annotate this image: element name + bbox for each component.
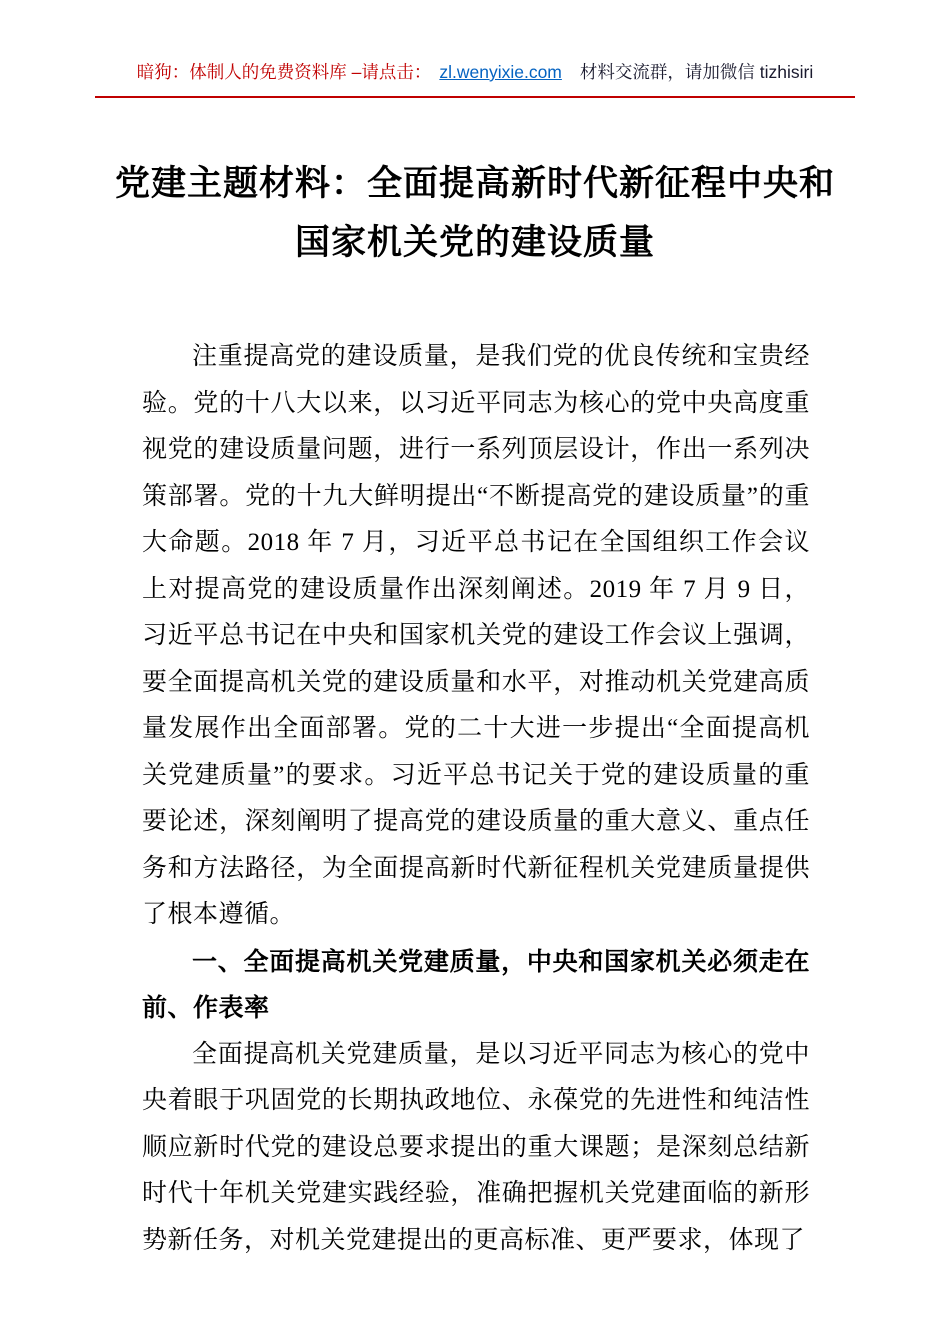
header-divider-rule (95, 96, 855, 98)
promo-notice-text: 暗狗：体制人的免费资料库 –请点击： (136, 62, 432, 82)
document-title: 党建主题材料：全面提高新时代新征程中央和国家机关党的建设质量 (115, 164, 836, 262)
section-heading-one: 一、全面提高机关党建质量，中央和国家机关必须走在前、作表率 (142, 947, 810, 1022)
promo-header (0, 0, 950, 84)
promo-group-text: 材料交流群，请加微信 tizhisiri (579, 62, 814, 82)
paragraph-intro: 注重提高党的建设质量，是我们党的优良传统和宝贵经验。党的十八大以来，以习近平同志为核心的党中央高度重视党的建设质量问题，进行一系列顶层设计，作出一系列决策部署。党的十九大鲜明提出“不断提高党的建设质量”的重大命题。2018 年 7 月，习近平总书记在全国组织工作会议上对提高党的建设质量作出深刻阐述。2019 年 7 月 9 日，习近平总书记在中央和国家机关党的建设工作会议上强调，要全面提高机关党的建设质量和水平，对推动机关党建高质量发展作出全面部署。党的二十大进一步提出“全面提高机关党建质量”的要求。习近平总书记关于党的建设质量的重要论述，深刻阐明了提高党的建设质量的重大意义、重点任务和方法路径，为全面提高新时代新征程机关党建质量提供了根本遵循。 (142, 343, 810, 928)
document-body (142, 334, 810, 1264)
paragraph-section-one: 全面提高机关党建质量，是以习近平同志为核心的党中央着眼于巩固党的长期执政地位、永葆党的先进性和纯洁性顺应新时代党的建设总要求提出的重大课题；是深刻总结新时代十年机关党建实践经验，准确把握机关党建面临的新形势新任务，对机关党建提出的更高标准、更严要求，体现了 (142, 1040, 810, 1254)
promo-link[interactable]: zl.wenyixie.com (439, 62, 562, 82)
